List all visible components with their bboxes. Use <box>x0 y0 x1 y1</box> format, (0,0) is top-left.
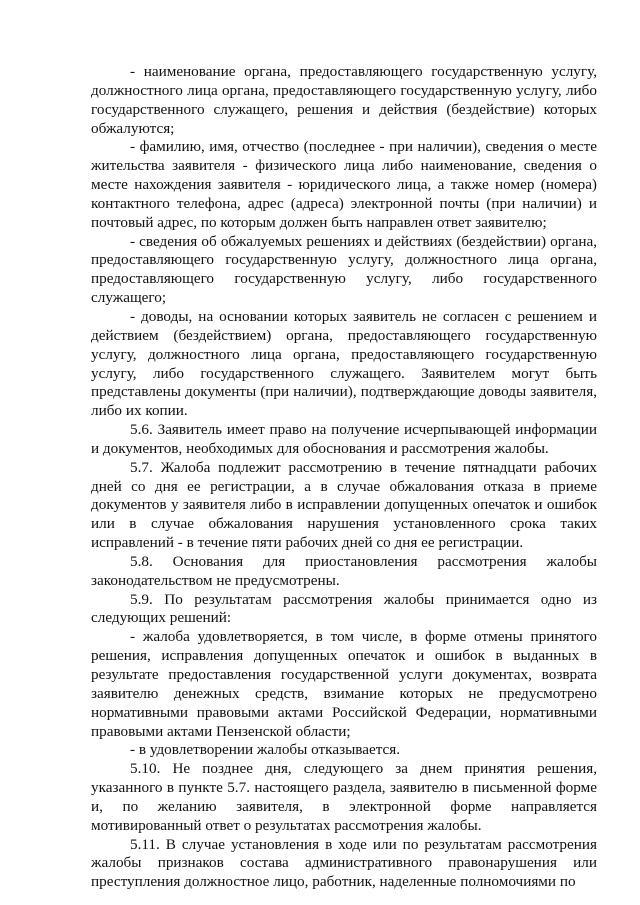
paragraph-decision-satisfied: - жалоба удовлетворяется, в том числе, в форме отмены принятого решения, исправления допущенных опечаток и ошибок в выданных в результате предоставления государственной услуги документах, возврата заявителю денежных средств, взимание которых не предусмотрено нормативными правовыми актами Российской Федерации, нормативными правовыми актами Пензенской области; <box>91 628 597 740</box>
paragraph-decision-refused: - в удовлетворении жалобы отказывается. <box>130 741 401 759</box>
paragraph-5-8: 5.8. Основания для приостановления рассмотрения жалобы законодательством не предусмотрены. <box>91 552 597 589</box>
paragraph-arguments: - доводы, на основании которых заявитель не согласен с решением и действием (бездействием) органа, предоставляющего государственную услугу, должностного лица органа, предоставляющего государственную услугу, либо государственного служащего. Заявителем могут быть представлены документы (при наличии), подтверждающие доводы заявителя, либо их копии. <box>91 307 597 420</box>
paragraph-5-10: 5.10. Не позднее дня, следующего за днем принятия решения, указанного в пункте 5.7. настоящего раздела, заявителю в письменной форме и, по желанию заявителя, в электронной форме направляется мотивированный ответ о результатах рассмотрения жалобы. <box>91 760 597 834</box>
paragraph-5-7: 5.7. Жалоба подлежит рассмотрению в течение пятнадцати рабочих дней со дня ее регистрации, а в случае обжалования отказа в приеме документов у заявителя либо в исправлении допущенных опечаток и ошибок или в случае обжалования нарушения установленного срока таких исправлений - в течение пяти рабочих дней со дня ее регистрации. <box>91 458 597 552</box>
paragraph-5-6: 5.6. Заявитель имеет право на получение исчерпывающей информации и документов, необходимых для обоснования и рассмотрения жалобы. <box>91 421 597 457</box>
paragraph-applicant-details: - фамилию, имя, отчество (последнее - при наличии), сведения о месте жительства заявителя - физического лица либо наименование, сведения о месте нахождения заявителя - юридического лица, а также номер (номера) контактного телефона, адрес (адреса) электронной почты (при наличии) и почтовый адрес, по которым должен быть направлен ответ заявителю; <box>91 138 597 231</box>
paragraph-5-11: 5.11. В случае установления в ходе или по результатам рассмотрения жалобы признаков состава административного правонарушения или преступления должностное лицо, работник, наделенные полномочиями по <box>91 835 597 891</box>
paragraph-appeal-subject: - наименование органа, предоставляющего государственную услугу, должностного лица органа, предоставляющего государственную услугу, либо государственного служащего, решения и действия (бездействие) которых обжалуются; <box>91 63 597 137</box>
paragraph-appealed-decisions: - сведения об обжалуемых решениях и действиях (бездействии) органа, предоставляющего государственную услугу, должностного лица органа, предоставляющего государственную услугу, либо государственного служащего; <box>91 232 597 307</box>
paragraph-5-9: 5.9. По результатам рассмотрения жалобы принимается одно из следующих решений: <box>91 590 597 627</box>
document-page <box>91 63 597 892</box>
